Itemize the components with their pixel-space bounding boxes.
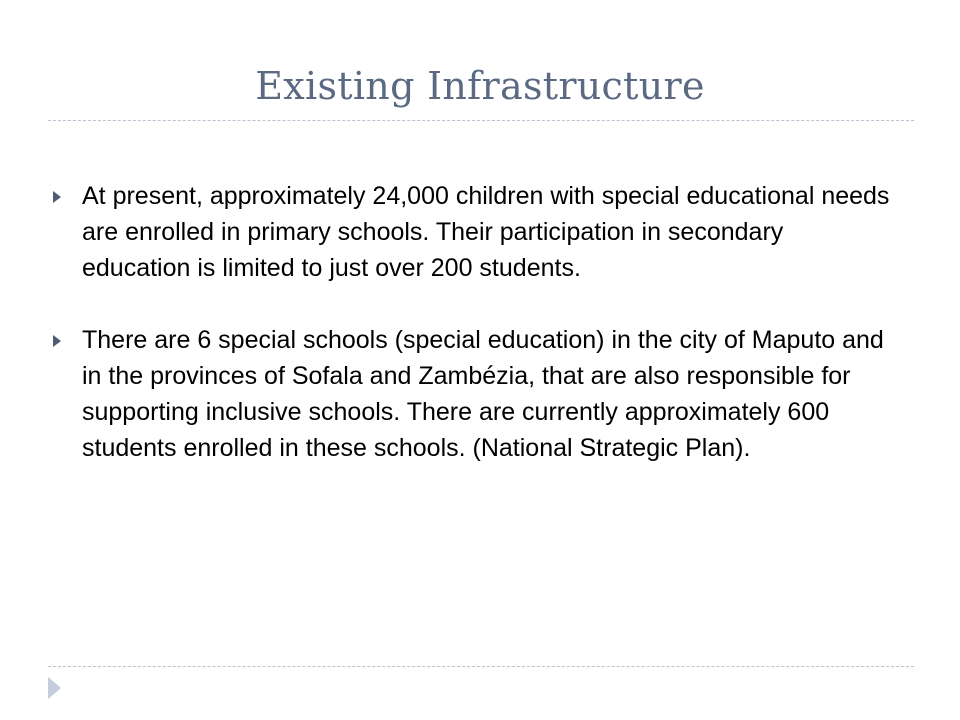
bullet-arrow-icon bbox=[53, 191, 61, 203]
title-divider bbox=[48, 120, 914, 121]
footer-divider bbox=[48, 666, 914, 667]
slide-title: Existing Infrastructure bbox=[255, 64, 705, 108]
bullet-arrow-icon bbox=[53, 335, 61, 347]
bullet-item bbox=[48, 322, 898, 466]
bullet-text: At present, approximately 24,000 children with special educational needs are enrolled in primary schools. Their participation in secondary education is limited to just over 200 students. bbox=[82, 182, 890, 282]
bullet-text: There are 6 special schools (special education) in the city of Maputo and in the provinces of Sofala and Zambézia, that are also responsible for supporting inclusive schools. There are currently approximately 600 students enrolled in these schools. (National Strategic Plan). bbox=[82, 326, 884, 462]
corner-arrow-icon bbox=[48, 677, 61, 699]
bullet-item bbox=[48, 178, 898, 286]
slide-body bbox=[48, 178, 898, 466]
